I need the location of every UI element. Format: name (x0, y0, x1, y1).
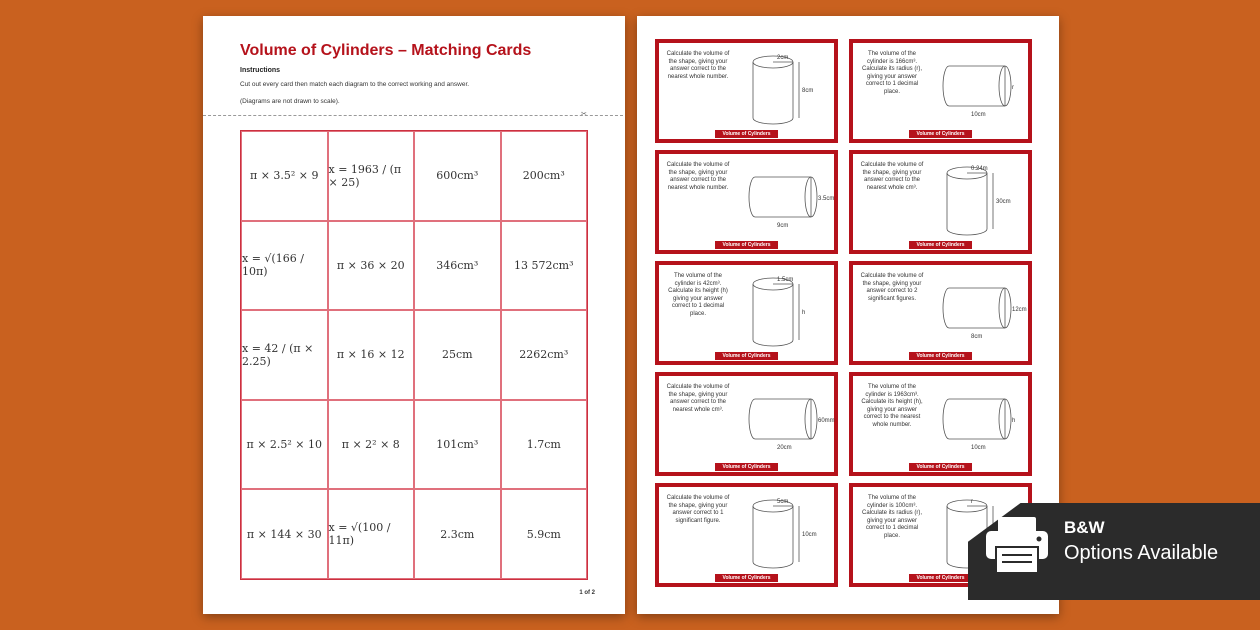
cylinder-diagram (735, 270, 835, 350)
grid-card-text: 2262cm³ (519, 348, 569, 362)
grid-card-text: 200cm³ (522, 169, 565, 183)
card-question: The volume of the cylinder is 166cm³. Calculate its radius (r), giving your answer correct to 1 decimal place. (861, 51, 923, 95)
grid-card-text: π × 2² × 8 (341, 438, 400, 452)
grid-card-text: x = √(166 / 10π) (242, 252, 304, 279)
diagram-card (849, 39, 1032, 143)
diagram-card (849, 261, 1032, 365)
grid-card (414, 400, 501, 490)
grid-card-text: π × 2.5² × 10 (246, 438, 323, 452)
page-number: 1 of 2 (579, 590, 595, 596)
dimension-label: 20cm (777, 445, 792, 451)
grid-card (328, 489, 415, 579)
cylinder-diagram (735, 48, 835, 128)
grid-card (501, 131, 588, 221)
instruction-text-1: Cut out every card then match each diagram to the correct working and answer. (240, 81, 470, 88)
dimension-label: 8cm (971, 334, 983, 340)
dimension-label: r (971, 499, 973, 505)
dimension-label: 10cm (802, 532, 817, 538)
card-footer: Volume of Cylinders (909, 463, 973, 471)
bw-badge-subtitle: Options Available (1064, 542, 1219, 564)
grid-card-text: x = √(100 / 11π) (328, 521, 391, 548)
grid-card-text: π × 16 × 12 (336, 348, 405, 362)
diagram-card (655, 39, 838, 143)
grid-card (241, 310, 328, 400)
card-question: Calculate the volume of the shape, giving your answer correct to the nearest whole number. (666, 51, 730, 80)
instruction-text-2: (Diagrams are not drawn to scale). (240, 98, 340, 105)
card-question: Calculate the volume of the shape, giving your answer correct to the nearest whole cm³. (860, 162, 924, 191)
grid-card-text: 13 572cm³ (514, 258, 574, 272)
card-question: The volume of the cylinder is 42cm³. Calculate its height (h) giving your answer correct to 1 decimal place. (668, 273, 728, 317)
bw-badge-title: B&W (1064, 518, 1105, 537)
dimension-label: 10cm (971, 445, 986, 451)
grid-card (414, 310, 501, 400)
card-question: Calculate the volume of the shape, giving your answer correct to 1 significant figure. (666, 495, 730, 524)
cylinder-diagram (929, 159, 1029, 239)
dimension-label: 3.5cm (818, 196, 835, 202)
cylinder-diagram (735, 492, 835, 572)
card-footer: Volume of Cylinders (715, 130, 779, 138)
grid-card (414, 131, 501, 221)
dimension-label: h (802, 310, 806, 316)
card-question: The volume of the cylinder is 100cm³. Calculate its radius (r), giving your answer correct to 1 decimal place. (861, 495, 923, 539)
dimension-label: r (1012, 85, 1014, 91)
grid-card (328, 131, 415, 221)
grid-card-text: 1.7cm (526, 438, 561, 452)
diagram-card (849, 150, 1032, 254)
grid-card-text: 2.3cm (440, 527, 475, 541)
worksheet-page-1 (203, 16, 625, 614)
grid-card-text: 101cm³ (436, 438, 479, 452)
grid-card-text: 5.9cm (526, 527, 561, 541)
cylinder-diagram (929, 48, 1029, 128)
grid-card (328, 400, 415, 490)
dimension-label: 0.24m (971, 166, 988, 172)
dimension-label: 30cm (996, 199, 1011, 205)
dimension-label: 10cm (971, 112, 986, 118)
card-question: Calculate the volume of the shape, giving your answer correct to the nearest whole number. (666, 162, 730, 191)
card-footer: Volume of Cylinders (909, 241, 973, 249)
dimension-label: 5cm (777, 499, 789, 505)
dimension-label: h (1012, 418, 1016, 424)
grid-card (501, 489, 588, 579)
card-footer: Volume of Cylinders (715, 241, 779, 249)
grid-card (501, 310, 588, 400)
cylinder-diagram (735, 381, 835, 461)
card-footer: Volume of Cylinders (715, 574, 779, 582)
card-question: Calculate the volume of the shape, giving your answer correct to the nearest whole cm³. (666, 384, 730, 413)
grid-card (414, 489, 501, 579)
grid-card-text: π × 3.5² × 9 (249, 169, 319, 183)
dimension-label: 2cm (777, 55, 789, 61)
card-footer: Volume of Cylinders (715, 352, 779, 360)
printer-icon (982, 515, 1052, 575)
diagram-card (655, 261, 838, 365)
diagram-card (849, 372, 1032, 476)
grid-card (241, 221, 328, 311)
diagram-card (655, 372, 838, 476)
diagram-card (655, 150, 838, 254)
scissors-icon: ✂ (581, 111, 587, 118)
grid-card (501, 400, 588, 490)
grid-card (328, 221, 415, 311)
card-footer: Volume of Cylinders (715, 463, 779, 471)
cylinder-diagram (735, 159, 835, 239)
matching-card-grid (240, 130, 588, 580)
dimension-label: 9cm (777, 223, 789, 229)
grid-card-text: x = 1963 / (π × 25) (328, 162, 402, 189)
cylinder-diagram (929, 270, 1029, 350)
instructions-heading: Instructions (240, 67, 281, 74)
cylinder-diagram (929, 381, 1029, 461)
grid-card-text: π × 36 × 20 (336, 258, 405, 272)
dimension-label: 60mm (818, 418, 835, 424)
grid-card-text: π × 144 × 30 (246, 527, 322, 541)
dimension-label: 12cm (1012, 307, 1027, 313)
grid-card (501, 221, 588, 311)
diagram-card (655, 483, 838, 587)
grid-card (414, 221, 501, 311)
cut-line (203, 115, 623, 116)
grid-card (241, 131, 328, 221)
card-question: Calculate the volume of the shape, giving your answer correct to 2 significant figures. (860, 273, 924, 302)
card-question: The volume of the cylinder is 1963cm³. Calculate its height (h), giving your answer correct to the nearest whole number. (861, 384, 923, 428)
grid-card (241, 400, 328, 490)
grid-card (241, 489, 328, 579)
dimension-label: 1.5cm (777, 277, 794, 283)
dimension-label: 8cm (802, 88, 814, 94)
worksheet-title: Volume of Cylinders – Matching Cards (240, 42, 532, 59)
grid-card (328, 310, 415, 400)
card-footer: Volume of Cylinders (909, 130, 973, 138)
grid-card-text: 25cm (441, 348, 473, 362)
card-footer: Volume of Cylinders (909, 574, 973, 582)
grid-card-text: 600cm³ (436, 169, 479, 183)
card-footer: Volume of Cylinders (909, 352, 973, 360)
grid-card-text: x = 42 / (π × 2.25) (242, 341, 314, 368)
grid-card-text: 346cm³ (436, 258, 479, 272)
